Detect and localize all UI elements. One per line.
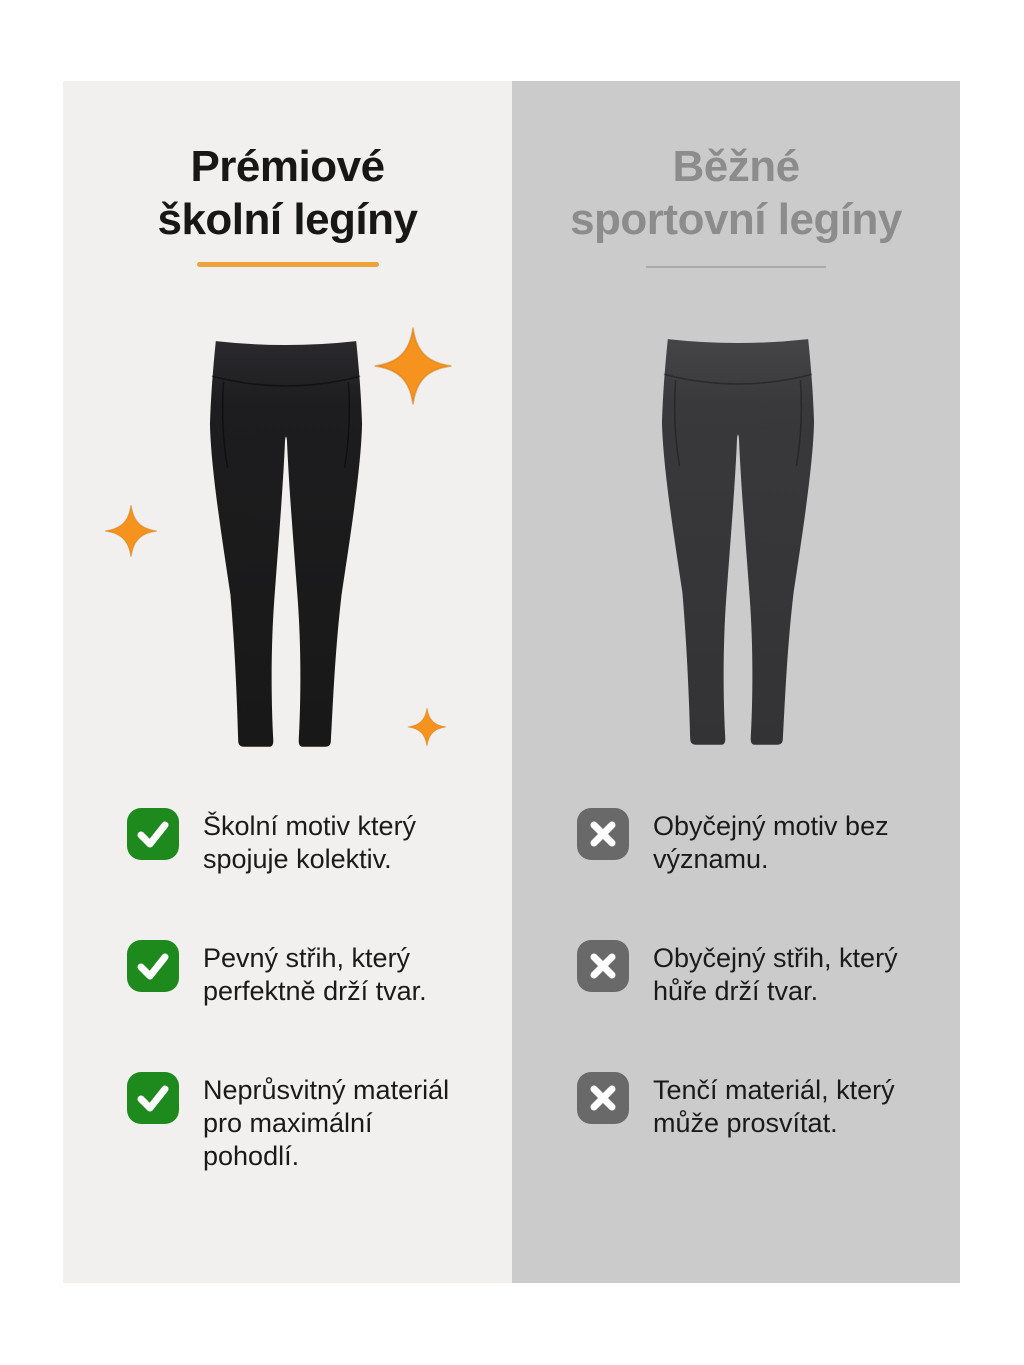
sparkle-icon	[373, 326, 453, 406]
check-icon	[127, 1072, 179, 1124]
benefit-line: perfektně drží tvar.	[203, 976, 427, 1006]
drawback-line: Obyčejný motiv bez	[653, 811, 889, 841]
panel-premium	[63, 81, 512, 1283]
gray-title-underline	[646, 266, 826, 268]
drawback-line: hůře drží tvar.	[653, 976, 819, 1006]
premium-title-line1: Prémiové	[190, 142, 385, 191]
ordinary-title	[512, 81, 960, 246]
premium-title	[63, 81, 512, 246]
sparkle-icon	[104, 504, 158, 558]
cross-icon	[577, 1072, 629, 1124]
ordinary-drawbacks-list	[577, 808, 946, 1204]
drawback-line: Obyčejný střih, který	[653, 943, 898, 973]
benefit-text	[203, 940, 427, 1008]
cross-icon	[577, 808, 629, 860]
benefit-line: pohodlí.	[203, 1141, 300, 1171]
premium-title-line2: školní legíny	[157, 195, 418, 244]
ordinary-title-line2: sportovní legíny	[570, 195, 902, 244]
benefit-row	[127, 1072, 496, 1173]
drawback-text	[653, 940, 898, 1008]
premium-leggings-image	[208, 331, 364, 751]
orange-title-underline	[197, 262, 379, 267]
premium-benefits-list	[127, 808, 496, 1237]
benefit-line: spojuje kolektiv.	[203, 844, 392, 874]
drawback-text	[653, 1072, 895, 1140]
benefit-text	[203, 808, 416, 876]
drawback-row	[577, 940, 946, 1008]
check-icon	[127, 808, 179, 860]
ordinary-title-line1: Běžné	[672, 142, 800, 191]
benefit-line: Školní motiv který	[203, 811, 417, 841]
sparkle-icon	[407, 707, 447, 747]
ordinary-leggings-image	[660, 329, 816, 749]
drawback-row	[577, 1072, 946, 1140]
benefit-line: Neprůsvitný materiál	[203, 1075, 450, 1105]
drawback-line: může prosvítat.	[653, 1108, 838, 1138]
benefit-line: Pevný střih, který	[203, 943, 411, 973]
benefit-line: pro maximální	[203, 1108, 373, 1138]
drawback-line: významu.	[653, 844, 769, 874]
drawback-line: Tenčí materiál, který	[653, 1075, 895, 1105]
benefit-row	[127, 940, 496, 1008]
cross-icon	[577, 940, 629, 992]
benefit-text	[203, 1072, 449, 1173]
drawback-text	[653, 808, 889, 876]
check-icon	[127, 940, 179, 992]
panel-ordinary	[512, 81, 960, 1283]
comparison-infographic	[63, 81, 960, 1283]
benefit-row	[127, 808, 496, 876]
drawback-row	[577, 808, 946, 876]
